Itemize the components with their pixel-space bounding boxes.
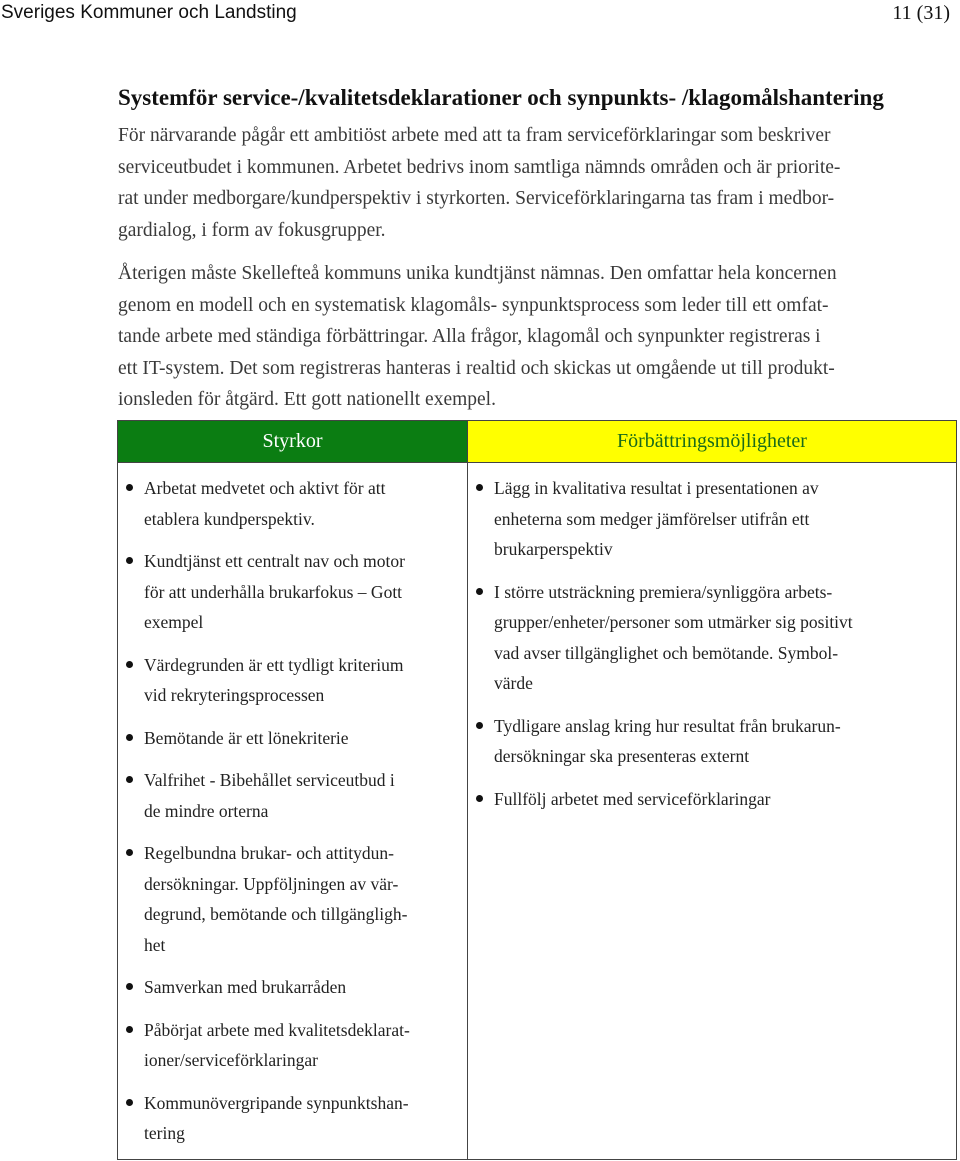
list-item-line: Bemötande är ett lönekriterie bbox=[144, 727, 349, 748]
bullet-icon bbox=[476, 484, 483, 491]
strengths-list bbox=[118, 473, 467, 1161]
header-page-number: 11 (31) bbox=[892, 2, 950, 24]
paragraph-line: gardialog, i form av fokusgrupper. bbox=[118, 219, 386, 241]
strength-item bbox=[118, 723, 467, 754]
list-item-line: Kundtjänst ett centralt nav och motor bbox=[144, 551, 405, 571]
section-heading: Systemför service-/kvalitetsdeklarationer och synpunkts- /klagomålshantering bbox=[118, 85, 884, 110]
list-item-line: ioner/serviceförklaringar bbox=[144, 1050, 318, 1070]
list-item-line: Fullfölj arbetet med serviceförklaringar bbox=[494, 788, 771, 809]
strength-item bbox=[118, 838, 467, 960]
paragraph-line: genom en modell och en systematisk klagomåls- synpunktsprocess som leder till ett omfat- bbox=[118, 294, 829, 316]
paragraph-line: Återigen måste Skellefteå kommuns unika kundtjänst nämnas. Den omfattar hela koncernen bbox=[118, 263, 837, 284]
list-item-line: exempel bbox=[144, 612, 204, 632]
paragraph-2 bbox=[118, 258, 954, 416]
paragraph-1 bbox=[118, 120, 954, 246]
list-item-line: I större utsträckning premiera/synliggöra arbets- bbox=[494, 581, 833, 602]
bullet-icon bbox=[126, 557, 133, 564]
list-item-line: vad avser tillgänglighet och bemötande. Symbol- bbox=[494, 642, 839, 663]
list-item-line: de mindre orterna bbox=[144, 800, 269, 821]
list-item-line: Värdegrunden är ett tydligt kriterium bbox=[144, 654, 404, 675]
list-item-line: värde bbox=[494, 673, 533, 693]
improvements-header-label: Förbättringsmöjligheter bbox=[617, 430, 807, 452]
strength-item bbox=[118, 972, 467, 1003]
improvements-list bbox=[468, 473, 956, 826]
paragraph-line: tande arbete med ständiga förbättringar. Alla frågor, klagomål och synpunkter registreras i bbox=[118, 326, 821, 347]
bullet-icon bbox=[126, 776, 133, 783]
header-organization: Sveriges Kommuner och Landsting bbox=[1, 2, 297, 23]
bullet-icon bbox=[476, 795, 483, 802]
list-item-line: Påbörjat arbete med kvalitetsdeklarat- bbox=[144, 1019, 410, 1040]
list-item-line: grupper/enheter/personer som utmärker sig positivt bbox=[494, 612, 853, 632]
list-item-line: Tydligare anslag kring hur resultat från brukarun- bbox=[494, 715, 841, 736]
strengths-header-label: Styrkor bbox=[262, 430, 323, 452]
paragraph-line: ionsleden för åtgärd. Ett gott nationellt exempel. bbox=[118, 389, 496, 410]
list-item-line: enheterna som medger jämförelser utifrån ett bbox=[494, 508, 810, 529]
improvement-item bbox=[468, 473, 956, 565]
bullet-icon bbox=[126, 983, 133, 990]
improvement-item bbox=[468, 577, 956, 699]
paragraph-line: För närvarande pågår ett ambitiöst arbete med att ta fram serviceförklaringar som beskriver bbox=[118, 125, 831, 146]
improvements-column bbox=[468, 421, 956, 1159]
improvement-item bbox=[468, 784, 956, 815]
list-item-line: vid rekryteringsprocessen bbox=[144, 685, 325, 705]
list-item-line: brukarperspektiv bbox=[494, 539, 613, 559]
strength-item bbox=[118, 1015, 467, 1076]
bullet-icon bbox=[126, 849, 133, 856]
list-item-line: tering bbox=[144, 1123, 185, 1143]
paragraph-line: serviceutbudet i kommunen. Arbetet bedrivs inom samtliga nämnds områden och är priorite- bbox=[118, 156, 841, 178]
list-item-line: dersökningar ska presenteras externt bbox=[494, 746, 750, 766]
bullet-icon bbox=[126, 661, 133, 668]
bullet-icon bbox=[476, 722, 483, 729]
bullet-icon bbox=[126, 484, 133, 491]
paragraph-line: rat under medborgare/kundperspektiv i styrkorten. Serviceförklaringarna tas fram i medbor- bbox=[118, 188, 835, 209]
bullet-icon bbox=[126, 1026, 133, 1033]
list-item-line: Samverkan med brukarråden bbox=[144, 977, 347, 997]
list-item-line: Lägg in kvalitativa resultat i presentationen av bbox=[494, 478, 819, 498]
bullet-icon bbox=[126, 1099, 133, 1106]
improvements-header bbox=[468, 421, 956, 463]
strength-item bbox=[118, 765, 467, 826]
improvement-item bbox=[468, 711, 956, 772]
strength-item bbox=[118, 1088, 467, 1149]
list-item-line: Regelbundna brukar- och attitydun- bbox=[144, 843, 394, 863]
strength-item bbox=[118, 473, 467, 534]
strength-item bbox=[118, 650, 467, 711]
bullet-icon bbox=[126, 734, 133, 741]
bullet-icon bbox=[476, 588, 483, 595]
strength-item bbox=[118, 546, 467, 638]
list-item-line: Arbetat medvetet och aktivt för att bbox=[144, 478, 386, 498]
list-item-line: Valfrihet - Bibehållet serviceutbud i bbox=[144, 770, 395, 790]
list-item-line: etablera kundperspektiv. bbox=[144, 508, 315, 529]
paragraph-line: ett IT-system. Det som registreras hanteras i realtid och skickas ut omgående ut till produkt- bbox=[118, 357, 835, 379]
swot-table bbox=[117, 420, 957, 1160]
list-item-line: för att underhålla brukarfokus – Gott bbox=[144, 581, 403, 602]
strengths-header bbox=[118, 421, 467, 463]
list-item-line: het bbox=[144, 934, 166, 955]
list-item-line: dersökningar. Uppföljningen av vär- bbox=[144, 873, 399, 894]
list-item-line: degrund, bemötande och tillgängligh- bbox=[144, 904, 408, 924]
strengths-column bbox=[118, 421, 468, 1159]
list-item-line: Kommunövergripande synpunktshan- bbox=[144, 1092, 409, 1113]
